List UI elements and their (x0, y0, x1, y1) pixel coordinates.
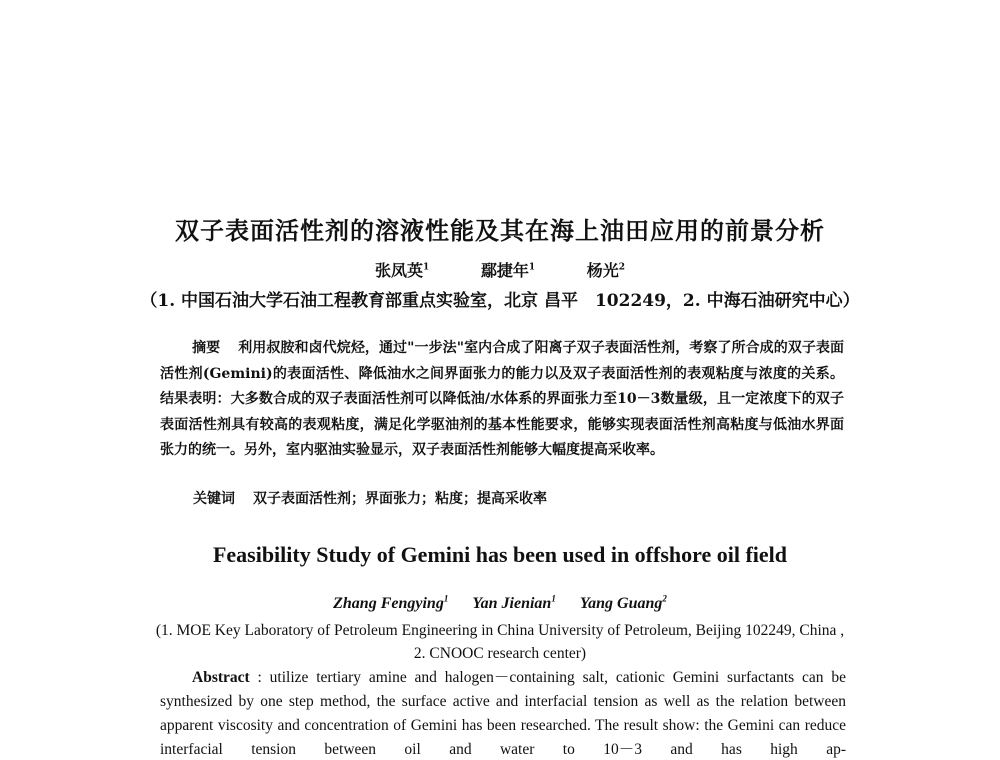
english-author-3: Yang Guang$^2$ (579, 594, 667, 613)
chinese-author-1: 张凤英$^1$ (375, 261, 430, 280)
chinese-keywords-label: 关键词 (193, 491, 235, 507)
chinese-keywords (193, 488, 843, 508)
chinese-abstract-text: 利用叔胺和卤代烷烃，通过"一步法"室内合成了阳离子双子表面活性剂，考察了所合成的双子表面活性剂(Gemini)的表面活性、降低油水之间界面张力的能力以及双子表面活性剂的表观粘度与浓度的关系。结果表明：大多数合成的双子表面活性剂可以降低油/水体系的界面张力至10－3数量级，且一定浓度下的双子表面活性剂具有较高的表观粘度，满足化学驱油剂的基本性能要求，能够实现表面活性剂高粘度与低油水界面张力的统一。另外，室内驱油实验显示，双子表面活性剂能够大幅度提高采收率。 (160, 340, 845, 458)
english-author-2: Yan Jienian$^1$ (472, 594, 556, 613)
chinese-keywords-text: 双子表面活性剂；界面张力；粘度；提高采收率 (253, 491, 547, 507)
english-authors (0, 594, 1000, 613)
chinese-abstract (160, 336, 844, 464)
chinese-title: 双子表面活性剂的溶液性能及其在海上油田应用的前景分析 (175, 217, 825, 245)
chinese-authors (0, 258, 1000, 281)
english-abstract-label: Abstract (192, 669, 250, 686)
chinese-abstract-label: 摘要 (192, 340, 221, 356)
english-abstract-text: : utilize tertiary amine and halogen－containing salt, cationic Gemini surfactants can be synthesized by one step method, the surface active and interfacial tension as well as the relation between apparent viscosity and concentration of Gemini has been researched. The result show: the Gemini can reduce interfacial tension between oil and water to 10－3 and has high ap- (160, 669, 846, 758)
english-affiliation (0, 619, 1000, 665)
chinese-affiliation: （1. 中国石油大学石油工程教育部重点实验室，北京 昌平 102249，2. 中海石油研究中心） (140, 291, 860, 311)
english-affiliation-line-2: 2. CNOOC research center) (413, 645, 587, 662)
english-affiliation-line-1: (1. MOE Key Laboratory of Petroleum Engineering in China University of Petroleum, Beijing 102249, China , (155, 622, 845, 639)
english-title: Feasibility Study of Gemini has been used in offshore oil field (212, 542, 788, 567)
chinese-author-3: 杨光$^2$ (586, 261, 625, 280)
chinese-author-2: 鄢捷年$^1$ (480, 261, 536, 280)
english-abstract (160, 666, 846, 760)
english-author-1: Zhang Fengying$^1$ (333, 594, 449, 613)
